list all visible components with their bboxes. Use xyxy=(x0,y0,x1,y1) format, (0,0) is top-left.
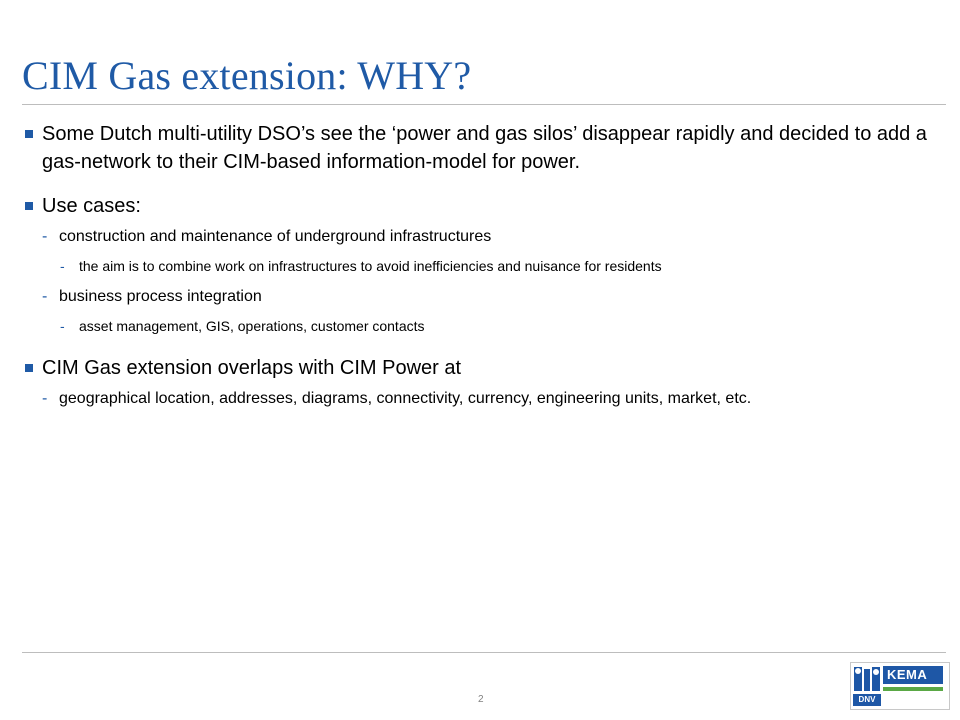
slide-title: CIM Gas extension: WHY? xyxy=(22,53,472,98)
bullet-overlaps xyxy=(22,354,934,382)
slide-body xyxy=(22,120,934,418)
sub-item-text: construction and maintenance of underground infrastructures xyxy=(59,228,492,245)
sub-item-business xyxy=(22,286,934,308)
square-bullet-icon xyxy=(25,130,33,138)
sub-item-text: business process integration xyxy=(59,288,262,305)
square-bullet-icon xyxy=(25,364,33,372)
dash-bullet-icon: - xyxy=(60,258,65,274)
dash-bullet-icon: - xyxy=(42,390,48,407)
bullet-text: CIM Gas extension overlaps with CIM Power at xyxy=(42,357,462,379)
sub-sub-item-text: asset management, GIS, operations, customer contacts xyxy=(79,318,425,334)
square-bullet-icon xyxy=(25,202,33,210)
logo-stripe xyxy=(883,687,943,691)
sub-sub-item-text: the aim is to combine work on infrastructures to avoid inefficiencies and nuisance for residents xyxy=(79,258,662,274)
dash-bullet-icon: - xyxy=(42,288,48,305)
bullet-dso xyxy=(22,120,934,176)
kema-dnv-logo xyxy=(850,662,950,710)
sub-sub-item-asset xyxy=(22,316,934,336)
sub-sub-item-aim xyxy=(22,256,934,276)
sub-item-construction xyxy=(22,226,934,248)
page-number: 2 xyxy=(478,694,484,705)
dash-bullet-icon: - xyxy=(42,228,48,245)
bullet-text: Use cases: xyxy=(42,195,141,217)
sub-item-text: geographical location, addresses, diagrams, connectivity, currency, engineering units, market, etc. xyxy=(59,390,752,407)
sub-item-geographical xyxy=(22,388,934,410)
dnv-wordmark: DNV xyxy=(853,694,881,706)
dash-bullet-icon: - xyxy=(60,318,65,334)
title-divider xyxy=(22,104,946,105)
footer-divider xyxy=(22,652,946,653)
bullet-text: Some Dutch multi-utility DSO’s see the ‘power and gas silos’ disappear rapidly and decided to add a gas-network to their CIM-based information-model for power. xyxy=(42,123,927,173)
kema-wordmark: KEMA xyxy=(883,666,943,684)
bullet-use-cases xyxy=(22,192,934,220)
